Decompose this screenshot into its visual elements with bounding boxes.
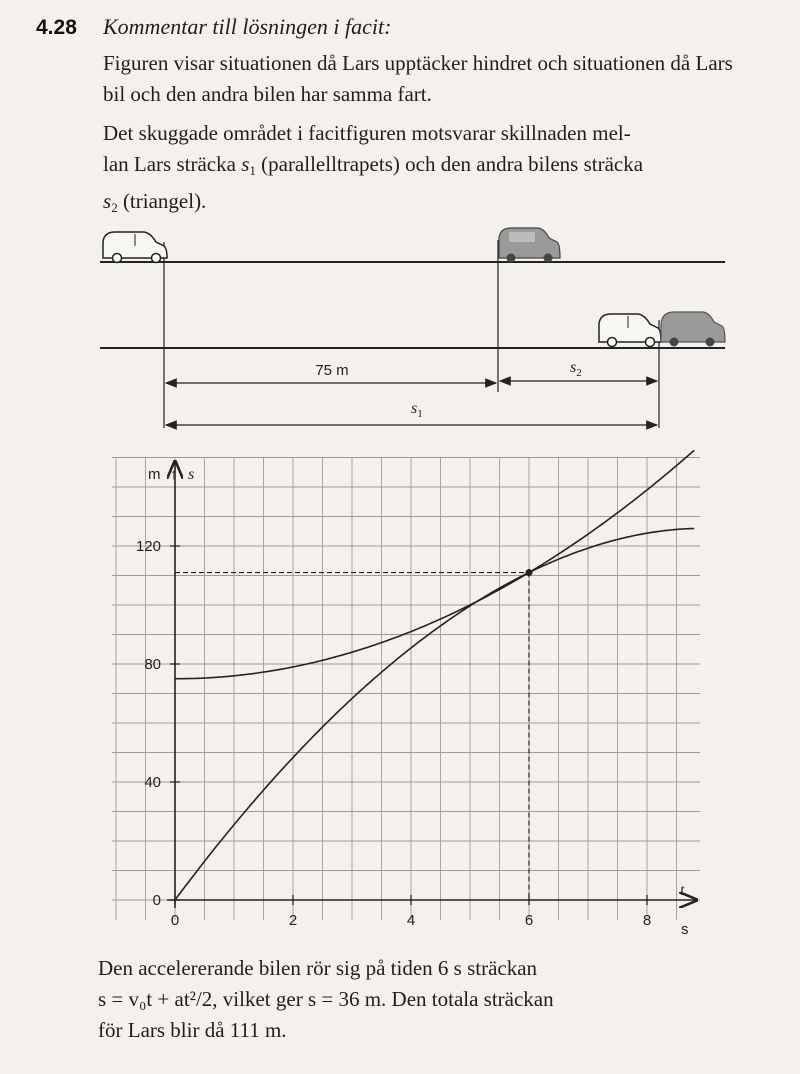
other-car-start-icon (499, 228, 560, 263)
y-axis-arrow-icon: ↑ (170, 466, 178, 483)
conclusion-text (98, 953, 758, 1046)
conclusion-line-3: för Lars blir då 111 m. (98, 1018, 287, 1042)
dim-s2-label (570, 359, 582, 379)
y-tick-label: 80 (144, 656, 161, 673)
y-axis-label: s (188, 466, 195, 483)
x-axis-unit: s (681, 921, 689, 938)
conclusion-line-1: Den accelererande bilen rör sig på tiden 6 s sträckan (98, 956, 538, 980)
dim-s2-symbol: s (570, 359, 577, 376)
paragraph-shaded-area (103, 118, 743, 223)
other-car-end-icon (661, 312, 725, 347)
intersection-guides (175, 569, 533, 900)
car-diagram (0, 220, 800, 435)
dim-s1-sub: 1 (417, 408, 423, 420)
para2-line2b: (parallelltrapets) och den andra bilens sträcka (255, 152, 644, 176)
problem-number: 4.28 (36, 16, 77, 39)
problem-heading: Kommentar till lösningen i facit: (103, 14, 392, 39)
y-axis-unit: m (148, 466, 161, 483)
x-tick-label: 6 (524, 912, 534, 929)
curves (175, 450, 694, 900)
para2-line2a: lan Lars sträcka (103, 152, 242, 176)
curve-lars (175, 450, 694, 679)
para2-s2-symbol: s (103, 189, 112, 213)
y-tick-label: 40 (144, 774, 161, 791)
distance-time-graph (0, 445, 800, 950)
grid (112, 457, 700, 920)
x-axis-label: t (680, 882, 685, 899)
para2-s1-sub: 1 (249, 163, 256, 178)
x-tick-label: 0 (170, 912, 180, 929)
dim-s1-symbol: s (411, 400, 418, 417)
paragraph-situation: Figuren visar situationen då Lars upptäcker hindret och situationen då Lars bil och den andra bilen har samma fart. (103, 51, 733, 106)
y-tick-label: 120 (135, 538, 161, 555)
curve-other-car (175, 529, 694, 901)
para2-s1-symbol: s (241, 152, 250, 176)
dim-s2-sub: 2 (576, 367, 582, 379)
dim-75m-label: 75 m (315, 362, 349, 379)
para2-s2-sub: 2 (111, 200, 118, 215)
x-tick-label: 2 (288, 912, 298, 929)
dim-s1-label (411, 400, 423, 420)
x-tick-label: 8 (642, 912, 652, 929)
para2-line1: Det skuggade området i facitfiguren motsvarar skillnaden mel- (103, 121, 631, 145)
lars-car-start-icon (103, 232, 167, 263)
x-tick-label: 4 (406, 912, 416, 929)
conclusion-line-2: s = v₀t + at²/2, vilket ger s = 36 m. Den totala sträckan (98, 987, 554, 1011)
y-tick-label: 0 (152, 892, 161, 909)
lars-car-end-icon (599, 314, 661, 347)
para2-line3: (triangel). (117, 189, 207, 213)
